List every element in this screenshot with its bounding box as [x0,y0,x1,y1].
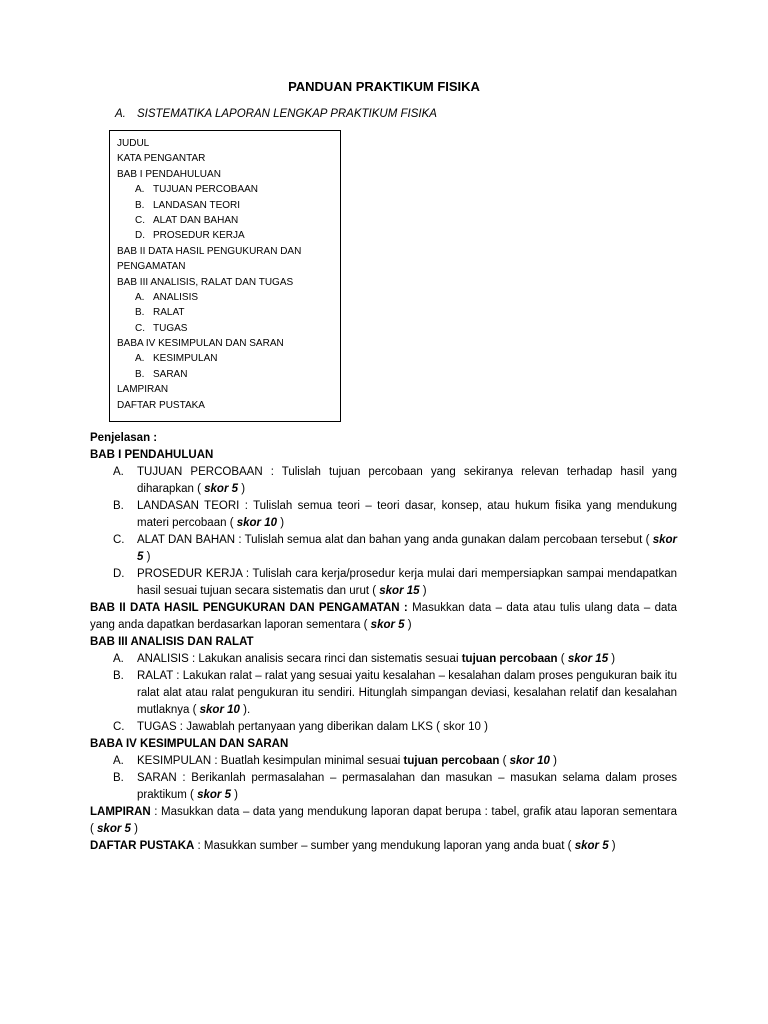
score: skor 5 [137,534,677,563]
bab2-label: BAB II DATA HASIL PENGUKURAN DAN PENGAMATAN : [90,602,408,614]
outline-subitem: A. TUJUAN PERCOBAAN [135,184,259,196]
daftar-pustaka-paragraph: DAFTAR PUSTAKA : Masukkan sumber – sumber yang mendukung laporan yang anda buat ( skor 5 ) [90,840,616,852]
outline-item: KATA PENGANTAR [117,153,206,165]
explanation-heading: Penjelasan : [90,432,158,444]
score: skor 15 [567,653,609,665]
score: skor 5 [574,840,609,852]
outline-item: JUDUL [117,138,150,149]
section-title: SISTEMATIKA LAPORAN LENGKAP PRAKTIKUM FISIKA [137,108,437,120]
bab3-item-a: A. ANALISIS : Lakukan analisis secara rinci dan sistematis sesuai tujuan percobaan ( skor 15 ) [113,653,616,665]
bab1-heading: BAB I PENDAHULUAN [90,449,214,461]
outline-item: BABA IV KESIMPULAN DAN SARAN [117,338,284,350]
section-heading [115,108,437,120]
bab2-paragraph: BAB II DATA HASIL PENGUKURAN DAN PENGAMATAN : Masukkan data – data atau tulis ulang data – data yang anda dapatkan berdasarkan laporan sementara ( skor 5 ) [90,602,677,631]
outline-subitem: C. TUGAS [135,322,188,334]
bab4-item-a: A. KESIMPULAN : Buatlah kesimpulan minimal sesuai tujuan percobaan ( skor 10 ) [113,755,557,767]
outline-subitem: A. KESIMPULAN [135,353,218,365]
bab3-item-c: C. TUGAS : Jawablah pertanyaan yang diberikan dalam LKS ( skor 10 ) [113,721,488,733]
score: skor 5 [197,789,231,801]
outline-item: DAFTAR PUSTAKA [117,399,205,411]
outline-item: BAB I PENDAHULUAN [117,168,221,180]
score: skor 10 [236,517,277,529]
score: skor 15 [379,585,420,597]
document-title: PANDUAN PRAKTIKUM FISIKA [288,79,480,94]
outline-subitem: C. ALAT DAN BAHAN [135,214,239,226]
bab4-heading: BABA IV KESIMPULAN DAN SARAN [90,738,289,750]
section-letter: A. [115,108,126,120]
bab1-item-c: C. ALAT DAN BAHAN : Tulislah semua alat dan bahan yang anda gunakan dalam percobaan tersebut ( skor 5 ) [113,534,677,563]
score: skor 5 [97,823,131,835]
outline-item: PENGAMATAN [117,261,186,273]
bab3-heading: BAB III ANALISIS DAN RALAT [90,636,254,648]
bab1-item-a: A. TUJUAN PERCOBAAN : Tulislah tujuan percobaan yang sekiranya relevan terhadap hasil yang diharapkan ( skor 5 ) [113,466,677,495]
bab1-item-d: D. PROSEDUR KERJA : Tulislah cara kerja/prosedur kerja mulai dari mempersiapkan sampai mendapatkan hasil sesuai tujuan secara sistematis dan urut ( skor 15 ) [113,568,677,597]
report-outline-box [109,130,341,422]
outline-item: BAB III ANALISIS, RALAT DAN TUGAS [117,276,294,288]
outline-item: LAMPIRAN [117,384,169,396]
outline-subitem: B. RALAT [135,307,185,319]
bab4-item-b: B. SARAN : Berikanlah permasalahan – permasalahan dan masukan – masukan selama dalam proses praktikum ( skor 5 ) [113,772,677,801]
outline-subitem: B. LANDASAN TEORI [135,199,241,211]
outline-item: BAB II DATA HASIL PENGUKURAN DAN [117,245,302,257]
outline-subitem: B. SARAN [135,368,188,380]
outline-subitem: D. PROSEDUR KERJA [135,230,245,242]
lampiran-label: LAMPIRAN [90,806,151,818]
score: skor 10 [509,755,550,767]
score: skor 5 [370,619,405,631]
lampiran-paragraph: LAMPIRAN : Masukkan data – data yang mendukung laporan dapat berupa : tabel, grafik atau laporan sementara ( skor 5 ) [90,806,677,835]
score: skor 10 [199,704,240,716]
outline-subitem: A. ANALISIS [135,291,199,303]
bab3-item-b: B. RALAT : Lakukan ralat – ralat yang sesuai yaitu kesalahan – kesalahan dalam proses pengukuran baik itu ralat alat atau ralat pengukuran itu sendiri. Hitunglah simpangan deviasi, kesalahan relatif dan kesalahan mutlaknya ( skor 10 ). [113,670,677,716]
bab1-item-b: B. LANDASAN TEORI : Tulislah semua teori – teori dasar, konsep, atau hukum fisika yang mendukung materi percobaan ( skor 10 ) [113,500,677,529]
score: skor 5 [204,483,239,495]
explanation-section [90,430,677,855]
daftar-pustaka-label: DAFTAR PUSTAKA [90,840,195,852]
